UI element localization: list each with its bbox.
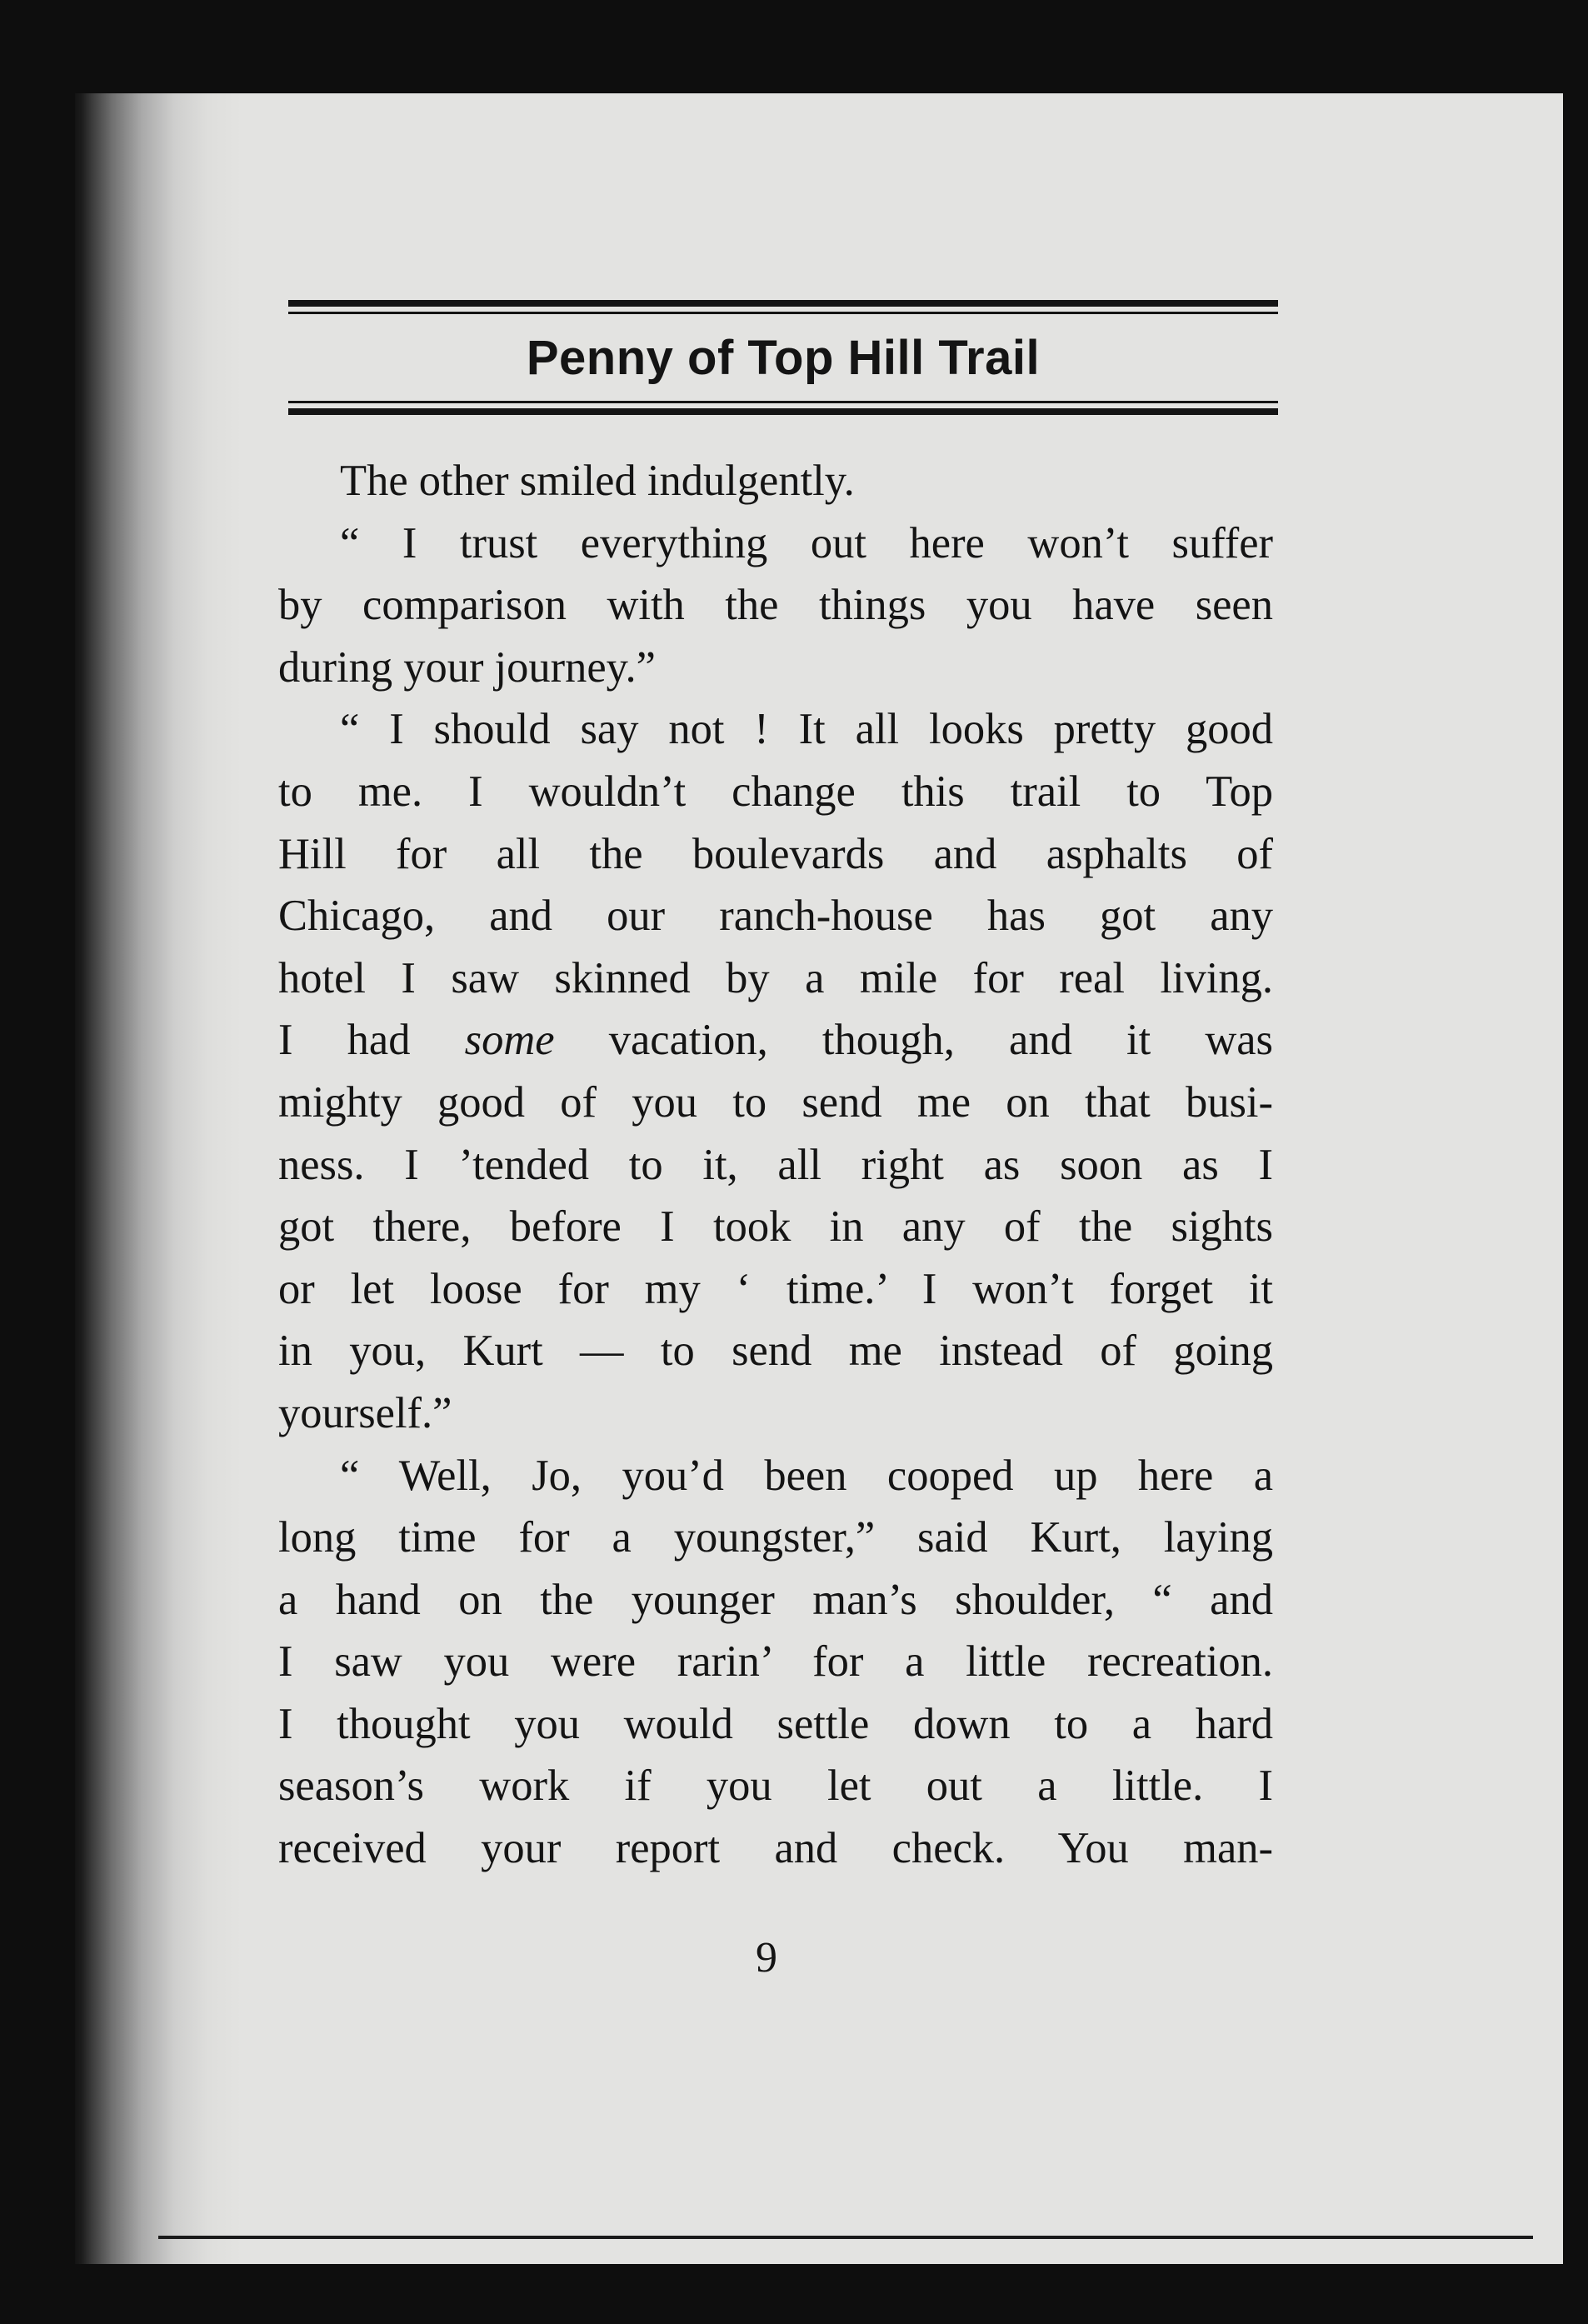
text-line: in you, Kurt — to send me instead of going <box>278 1327 1273 1376</box>
text-line: to me. I wouldn’t change this trail to Top <box>278 767 1273 816</box>
text-segment: vacation, though, and it was <box>554 1016 1273 1065</box>
text-line: “ I should say not ! It all looks pretty good <box>340 705 1273 754</box>
text-line: “ I trust everything out here won’t suffer <box>340 518 1273 567</box>
text-line: season’s work if you let out a little. I <box>278 1762 1273 1811</box>
text-line: during your journey.” <box>278 642 656 692</box>
text-line <box>278 1009 1273 1072</box>
text-line: I thought you would settle down to a hard <box>278 1699 1273 1748</box>
text-line: hotel I saw skinned by a mile for real living. <box>278 953 1273 1002</box>
body-text <box>278 450 1273 1880</box>
header-rule-top-thick <box>288 300 1278 307</box>
running-header <box>288 300 1278 415</box>
text-line: a hand on the younger man’s shoulder, “ and <box>278 1575 1273 1624</box>
text-line: “ Well, Jo, you’d been cooped up here a <box>340 1451 1273 1500</box>
text-line: got there, before I took in any of the sights <box>278 1202 1273 1252</box>
text-line: I saw you were rarin’ for a little recreation. <box>278 1637 1273 1687</box>
text-line: received your report and check. You man- <box>278 1824 1273 1873</box>
page-number: 9 <box>756 1934 777 1982</box>
header-rule-bottom-thick <box>288 408 1278 415</box>
text-line: yourself.” <box>278 1388 452 1437</box>
text-line: by comparison with the things you have seen <box>278 581 1273 630</box>
text-line: Hill for all the boulevards and asphalts of <box>278 829 1273 878</box>
text-line: long time for a youngster,” said Kurt, laying <box>278 1513 1273 1562</box>
running-title: Penny of Top Hill Trail <box>526 331 1041 385</box>
text-line: The other smiled indulgently. <box>340 457 855 505</box>
header-rule-top-thin <box>288 312 1278 314</box>
text-line: mighty good of you to send me on that busi- <box>278 1077 1273 1127</box>
emphasized-word: some <box>464 1016 555 1065</box>
text-line: or let loose for my ‘ time.’ I won’t forget it <box>278 1264 1273 1313</box>
gutter-shadow <box>75 93 242 2264</box>
text-line: Chicago, and our ranch-house has got any <box>278 892 1273 941</box>
text-segment: I had <box>278 1016 465 1065</box>
page-bottom-edge <box>158 2236 1533 2239</box>
text-line: ness. I ’tended to it, all right as soon as I <box>278 1140 1273 1189</box>
